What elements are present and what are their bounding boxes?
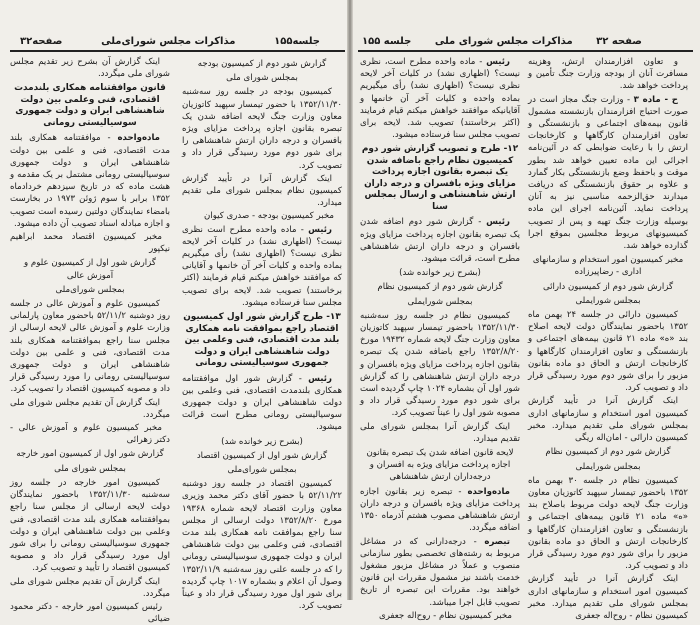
paragraph: اینک گزارش آنرا در تأیید گزارش کمیسیون امور استخدام و سازمانهای اداری بمجلس شورای ملی تقدیم میدارد. مخبر کمیسیون دارائی - امان‌اله ریگی [528, 396, 688, 444]
centered-caption: گزارش شور دوم از کمیسیون بودجه [197, 59, 327, 69]
paragraph [360, 216, 520, 265]
section-heading: ۱۲- طرح و تصویب گزارش شور دوم کمیسیون نظام راجع باضافه شدن یک تبصره بقانون اجازه پرداخت مزایای ویژه بافسران و درجه داران ارتش شاهنشاهی و ارسال بمجلس سنا [361, 144, 519, 212]
speaker-lead: ماده‌واحده [117, 133, 160, 144]
paragraph-text: - گزارش شور دوم اضافه شدن یک تبصره بقانون اجازه پرداخت مزایای ویژه بافسران و درجه داران ارتش شاهنشاهی مطرح است، قرائت میشود. [360, 217, 520, 265]
paragraph: و تعاون افزارمندان ارتش، وهزینه مسافرت آنان از بودجه وزارت جنگ تأمین و پرداخت خواهد شد. [528, 57, 688, 92]
paragraph-text: - وزارت جنگ مجاز است در صورت احتیاج افزارمندان بازنشسته مشمول قانون بیمه‌های اجتماعی و بازنشستگی و تعاون افزارمندان کارگاهها و کارخانجات ارتش را با رعایت ضوابطی که در آئین‌نامه اجرائی این ماده تعیین خواهد شد بطور موقت و باحفظ وضع بازنشستگی بکار گمارد و علاوه بر حقوق بازنشستگی که دریافت میدارند حق‌الزحمه مناسبی نیز به آنان پرداخت نماید. آئین‌نامه اجرای این ماده بوسیله وزارت جنگ تهیه و پس از تصویب کمیسیونهای مربوط مجلسین بموقع اجرا گذارده خواهد شد. [528, 94, 688, 252]
paragraph: اینک گزارش آنرا در تأیید گزارش کمیسیون امور استخدام و سازمانهای اداری بمجلس شورای ملی تقدیم میدارد. مخبر کمیسیون نظام - روح‌اله جعفری [528, 574, 688, 621]
centered-caption: بمجلس شورای ملی [54, 463, 126, 474]
section-heading: ۱۳- طرح گزارش شور اول کمیسیون اقتصاد راجع بموافقت نامه همکاری بلند مدت اقتصادی، فنی وعلمی بین دولت شاهنشاهی ایران و دولت جمهوری سوسیالیستی رومانی [183, 312, 341, 369]
text-column-left [360, 56, 520, 621]
session-number: جلسه۱۵۵ [274, 35, 320, 47]
centered-caption: مخبر کمیسیون امور استخدام و سازمانهای اداری - رضاپیرزاده [532, 255, 684, 278]
paragraph: کمیسیون اقتصاد در جلسه روز دوشنبه ۵۲/۱۱/۲۲ با حضور آقای دکتر محمد وزیری معاون وزارت اقتصاد لایحه شماره ۱۹۳۶۸ مورخ ۱۳۵۲/۸/۲۰ دولت ارسالی از مجلس سنا راجع بموافقت نامه همکاری بلند مدت اقتصادی، فنی وعلمی بین دولت شاهنشاهی ایران و دولت جمهوری سوسیالیستی رومانی را که در جلسه علنی روز سه‌شنبه ۱۳۵۲/۱۱/۹ وصول آن اعلام و بشماره ۱۰۱۷ چاپ گردیده برای شور اول مورد رسیدگی قرار داد و عیناً تصویب کرد. [182, 479, 342, 612]
paragraph: کمیسیون نظام در جلسه روز سه‌شنبه ۱۳۵۲/۱۱/۳۰ باحضور تیمسار سپهبد کاتوزیان معاون وزارت جنگ لایحه شماره ۱۹۴۳۲ مورخ ۱۳۵۲/۸/۲۰ راجع باضافه شدن یک تبصره بقانون اجازه پرداخت مزایای ویژه بافسران و درجه داران ارتش شاهنشاهی را که گزارش شور اول آن بشماره ۱۰۲۴ چاپ گردیده است برای شور دوم مورد رسیدگی قرار داد و مصوبه شور اول را عیناً تصویب کرد. [360, 310, 520, 419]
header-rule [10, 50, 345, 52]
speaker-lead: رئیس [308, 373, 332, 384]
centered-caption: بمجلس شورایملی [407, 296, 473, 307]
centered-caption: گزارش شور اول از کمیسیون علوم و آموزش عالی [24, 258, 156, 281]
paragraph [10, 132, 170, 230]
signature-line: مخبر کمیسیون بودجه - صدری کیوان [204, 211, 334, 222]
paragraph: کمیسیون علوم و آموزش عالی در جلسه روز دوشنبه ۵۲/۱۱/۲ باحضور معاون پارلمانی وزارت علوم و آموزش عالی لایحه ارسالی از مجلس سنا راجع بموافقتنامه همکاری بلند مدت اقتصادی، فنی و علمی بین دولت شاهنشاهی ایران و دولت جمهوری سوسیالیستی رومانی را مورد رسیدگی قرار داد و مصوبه کمیسیون اقتصاد را تصویب کرد. [10, 299, 170, 395]
section-heading: قانون موافقتنامه همکاری بلندمدت اقتصادی، فنی وعلمی بین دولت شاهنشاهی ایران و دولت جمهوری سوسیالیستی رومانی [14, 83, 166, 128]
paragraph: اینک گزارش آن تقدیم مجلس شورای ملی میگردد. [10, 397, 170, 420]
centered-caption: بمجلس شورایملی [575, 295, 641, 306]
paragraph: کمیسیون امور خارجه در جلسه روز سه‌شنبه ۱۳۵۲/۱۱/۳۰ باحضور نمایندگان دولت لایحه ارسالی از مجلس سنا راجع بموافقتنامه همکاری بلند مدت اقتصادی، فنی وعلمی بین دولت شاهنشاهی ایران و دولت جمهوری سوسیالیستی رومانی را برای شور اول مورد رسیدگی قرار داد و مصوبه کمیسیون اقتصاد را تأیید و تصویب کرد. [10, 477, 170, 574]
paragraph: کمیسیون بودجه در جلسه روز سه‌شنبه ۱۳۵۲/۱۱/۳۰ با حضور تیمسار سپهبد کاتوزیان معاون وزارت جنگ لایحه اضافه شدن یک تبصره بقانون اجازه پرداخت مزایای ویژه بافسران و درجه داران ارتش شاهنشاهی را برای شور دوم مورد رسیدگی قرار داد و تصویب کرد. [182, 87, 342, 171]
page-header [20, 33, 320, 49]
paragraph-text: - ماده واحده مطرح است نظری نیست؟ (اظهاری نشد) در کلیات آخر لایحه نظری نیست؟ (اظهاری نشد) رأی میگیریم بماده واحده و کلیات آخر آن خانمها و آقایانی که موافقند خواهش میکنم قیام فرمایند (اکثر برخاستند) تصویب شد. لایحه برای تصویب مجلس سنا فرستاده میشود. [182, 224, 342, 308]
centered-caption: بمجلس شورایملی [575, 461, 641, 472]
signature-line: مخبر کمیسیون نظام - روح‌اله جعفری [378, 610, 512, 621]
book-gutter [347, 0, 353, 600]
centered-caption: بمجلس شورای‌ملی [55, 284, 125, 295]
paragraph [360, 56, 520, 141]
speaker-lead: تبصره [484, 536, 510, 547]
paragraph: اینک گزارش آنرا بمجلس شورای ملی تقدیم میدارد. [360, 421, 520, 444]
paragraph [182, 373, 342, 434]
right-page [350, 0, 700, 621]
paragraph [528, 94, 688, 253]
signature-line: مخبر کمیسیون اقتصاد محمد ابراهیم نیکپور [10, 232, 170, 255]
paragraph [360, 536, 520, 609]
running-title: مذاکرات مجلس شورای‌ملی [101, 35, 236, 47]
centered-caption: بمجلس شورای ملی [226, 73, 298, 84]
page-number: صفحه۳۲ [20, 35, 63, 47]
paragraph [360, 486, 520, 535]
page-number: صفحه ۳۲ [596, 35, 642, 47]
paragraph: کمیسیون نظام در جلسه ۳۰ بهمن ماه ۱۳۵۲ باحضور تیمسار سپهبد کاتوزیان معاون وزارت جنگ لایحه دولت مربوط باصلاح بند «ه» ماده ۲۱ قانون بیمه‌های اجتماعی و بازنشستگی و تعاون افزارمندان کارگاهها و کارخانجات ارتش و الحاق دو ماده بقانون مزبور را برای شور دوم مورد رسیدگی قرار داد و تصویب کرد. [528, 475, 688, 572]
speaker-lead: رئیس [308, 224, 332, 235]
paragraph-text: - تبصره زیر بقانون اجازه پرداخت مزایای ویژه بافسران و درجه داران ارتش شاهنشاهی مصوب هشتم آذرماه ۱۳۵۰ اضافه میگردد. [360, 486, 520, 534]
page-header [362, 33, 642, 49]
speaker-lead: رئیس [486, 217, 510, 228]
text-column-right [528, 56, 688, 621]
centered-caption: لایحه قانون اضافه شدن یک تبصره بقانون اجازه پرداخت مزایای ویژه به افسران و درجه‌داران ارتش شاهنشاهی [366, 448, 514, 483]
paragraph-text: - ماده واحده مطرح است، نظری نیست؟ (اظهاری نشد) در کلیات آخر لایحه نظری نیست؟ (اظهاری نشد) رأی میگیریم بماده واحده و کلیات آخر آن خانمها و آقایانیکه موافقند خواهش میکنم قیام فرمایند (اکثر برخاستند) تصویب شد. لایحه برای تصویب مجلس سنا فرستاده میشود. [360, 57, 520, 141]
signature-line: رئیس کمیسیون امور خارجه - دکتر محمود ضیائی [10, 601, 170, 625]
paragraph: کمیسیون دارائی در جلسه ۲۴ بهمن ماه ۱۳۵۲ باحضور نمایندگان دولت لایحه اصلاح بند «ه» ماده ۲۱ قانون بیمه‌های اجتماعی و بازنشستگی و تعاون افزارمندان کارگاهها و کارخانجات ارتش و الحاق دو ماده بقانون مزبور را برای شور دوم مورد رسیدگی قرار داد و تصویب کرد. [528, 310, 688, 394]
centered-caption: (بشرح زیر خوانده شد) [399, 268, 481, 279]
speaker-lead: ح - ماده ۳ [633, 94, 678, 105]
paragraph-text: - درجه‌دارانی که در مشاغل مربوط به رشته‌های تخصصی بطور سازمانی منصوب و عملاً در مشاغل مزبور مشغول خدمت باشند نیز مشمول مقررات این قانون خواهند بود. مقررات این تبصره از تاریخ تصویب قابل اجرا میباشد. [360, 536, 520, 608]
centered-caption: (بشرح زیر خوانده شد) [221, 436, 303, 447]
text-column-left [10, 56, 170, 625]
signature-line: مخبر کمیسیون علوم و آموزش عالی - دکتر زهرائی [10, 423, 170, 446]
running-title: مذاکرات مجلس شورای ملی [434, 35, 573, 47]
speaker-lead: رئیس [486, 57, 510, 67]
paragraph: اینک گزارش آن تقدیم مجلس شورای ملی میگردد. [10, 576, 170, 599]
centered-caption: گزارش شور اول از کمیسیون اقتصاد [196, 450, 328, 461]
session-number: جلسه ۱۵۵ [362, 35, 412, 47]
speaker-lead: ماده‌واحده [467, 486, 510, 497]
text-column-right [182, 56, 342, 612]
centered-caption: بمجلس شورای‌ملی [227, 464, 297, 475]
paragraph-text: - گزارش شور اول موافقتنامه همکاری بلندمدت اقتصادی، فنی وعلمی بین دولت شاهنشاهی ایران و دولت جمهوری سوسیالیستی رومانی مطرح است قرائت میشود. [182, 373, 342, 433]
paragraph: اینک گزارش آن بشرح زیر تقدیم مجلس شورای ملی میگردد. [10, 57, 170, 80]
paragraph [182, 224, 342, 309]
header-rule [358, 50, 693, 52]
paragraph-text: - موافقتنامه همکاری بلند مدت اقتصادی، فنی و علمی بین دولت شاهنشاهی ایران و دولت جمهوری سوسیالیستی رومانی مشتمل بر یک مقدمه و هشت ماده که در تاریخ سیزدهم خردادماه ۱۳۵۲ برابر با سوم ژوئن ۱۹۷۳ در بخارست بامضاء نمایندگان دولتین رسیده است تصویب و اجازه مبادله اسناد تصویب آن داده میشود. [10, 133, 170, 229]
centered-caption: گزارش شور اول از کمیسیون امور خارجه [16, 449, 164, 460]
centered-caption: گزارش شور دوم از کمیسیون دارائی [542, 281, 674, 292]
centered-caption: گزارش شور دوم از کمیسیون نظام [377, 282, 503, 293]
centered-caption: گزارش شور دوم از کمیسیون نظام [545, 447, 671, 458]
paragraph: اینک گزارش آنرا در تأیید گزارش کمیسیون نظام بمجلس شورای ملی تقدیم میدارد. [182, 173, 342, 209]
